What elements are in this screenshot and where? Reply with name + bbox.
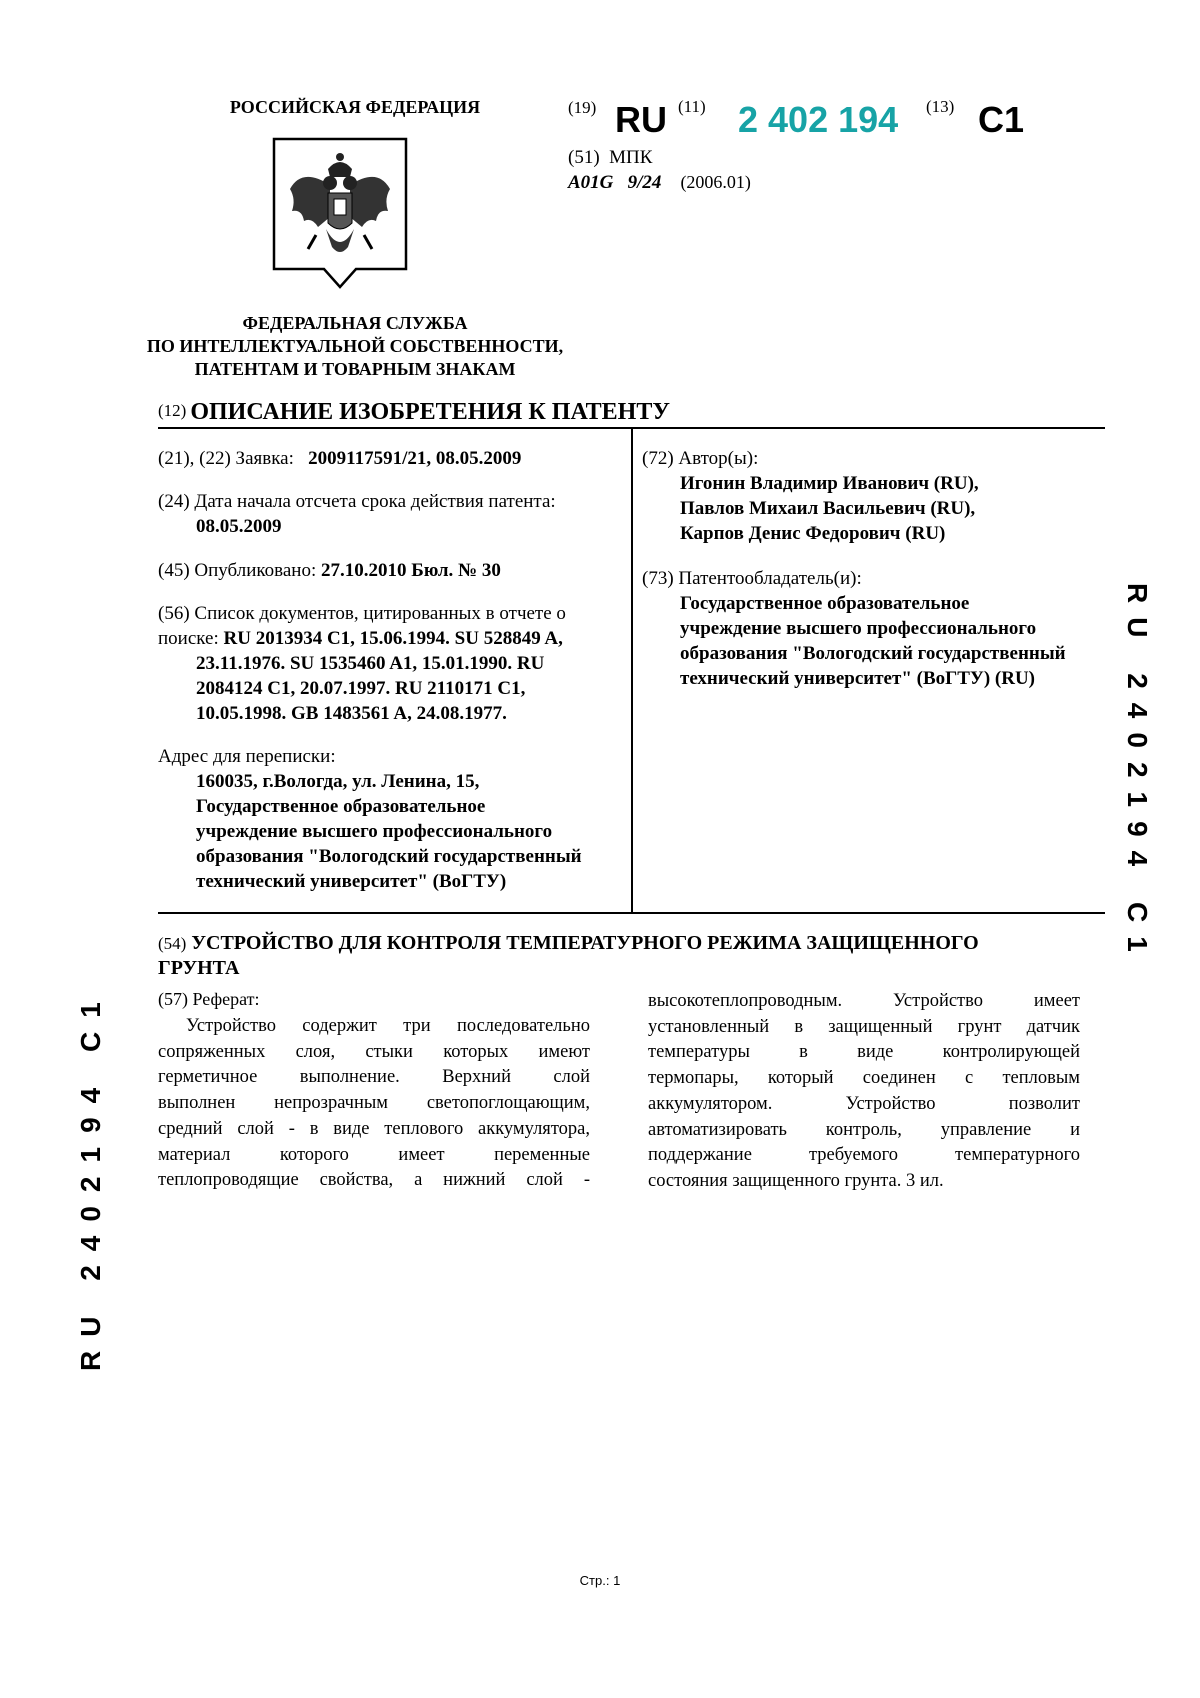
column-divider — [631, 428, 633, 913]
country-code: RU — [615, 99, 667, 140]
term-start-field: (24) Дата начала отсчета срока действия патента: 08.05.2009 — [158, 491, 556, 537]
cited-documents-field: (56) Список документов, цитированных в отчете о поиске: RU 2013934 C1, 15.06.1994. SU 528849 A, 23.11.1976. SU 1535460 A1, 15.01.1990. RU 2084124 C1, 20.07.1997. RU 2110171 C1, 10.05.1998. GB 1483561 A, 24.08.1977. — [158, 603, 566, 724]
abstract-column-2: высокотеплопроводным. Устройство имеет установленный в защищенный грунт датчик температуры в виде контролирующей термопары, который соединен с тепловым аккумулятором. Устройство позволит автоматизировать контроль, управление и поддержание требуемого температурного состояния защищенного грунта. 3 ил. — [648, 991, 1080, 1191]
correspondence-address-field: Адрес для переписки: 160035, г.Вологда, ул. Ленина, 15, Государственное образовательное учреждение высшего профессионального образования "Вологодский государственный технический университет" (ВоГТУ) — [158, 746, 582, 892]
invention-title: (54) УСТРОЙСТВО ДЛЯ КОНТРОЛЯ ТЕМПЕРАТУРНОГО РЕЖИМА ЗАЩИЩЕННОГО ГРУНТА — [158, 932, 979, 979]
code-11: (11) — [678, 97, 706, 116]
ipc-heading: (51) МПК — [568, 147, 653, 168]
patent-number: 2 402 194 — [738, 99, 899, 140]
kind-code: C1 — [978, 99, 1025, 140]
document-title: (12) ОПИСАНИЕ ИЗОБРЕТЕНИЯ К ПАТЕНТУ — [158, 399, 670, 425]
right-margin-patent-id: RU 2402194 C1 — [1122, 583, 1153, 966]
page-number: Стр.: 1 — [579, 1573, 621, 1588]
publication-field: (45) Опубликовано: 27.10.2010 Бюл. № 30 — [158, 560, 501, 581]
abstract-label: (57) Реферат: — [158, 989, 260, 1009]
authors-field: (72) Автор(ы): Игонин Владимир Иванович (RU), Павлов Михаил Васильевич (RU), Карпов Денис Федорович (RU) — [642, 448, 979, 544]
coat-of-arms-emblem — [272, 137, 408, 307]
application-field: (21), (22) Заявка: 2009117591/21, 08.05.2009 — [158, 448, 522, 469]
ipc-classification: A01G 9/24 (2006.01) — [568, 172, 751, 193]
patent-owner-field: (73) Патентообладатель(и): Государственное образовательное учреждение высшего профессионального образования "Вологодский государственный технический университет" (ВоГТУ) (RU) — [642, 568, 1066, 689]
agency-name: ФЕДЕРАЛЬНАЯ СЛУЖБА ПО ИНТЕЛЛЕКТУАЛЬНОЙ СОБСТВЕННОСТИ, ПАТЕНТАМ И ТОВАРНЫМ ЗНАКАМ — [146, 313, 564, 379]
left-margin-patent-id: RU 2402194 C1 — [75, 988, 106, 1371]
abstract-column-1: Устройство содержит три последовательно сопряженных слоя, стыки которых имеют герметичное выполнение. Верхний слой выполнен непрозрачным светопоглощающим, средний слой - в виде теплового аккумулятора, материал которого имеет переменные теплопроводящие свойства, а нижний слой - — [158, 1016, 590, 1191]
code-19: (19) — [568, 98, 597, 117]
code-13: (13) — [926, 97, 955, 116]
bibliographic-bottom-rule — [158, 912, 1105, 914]
country-name: РОССИЙСКАЯ ФЕДЕРАЦИЯ — [229, 97, 481, 117]
